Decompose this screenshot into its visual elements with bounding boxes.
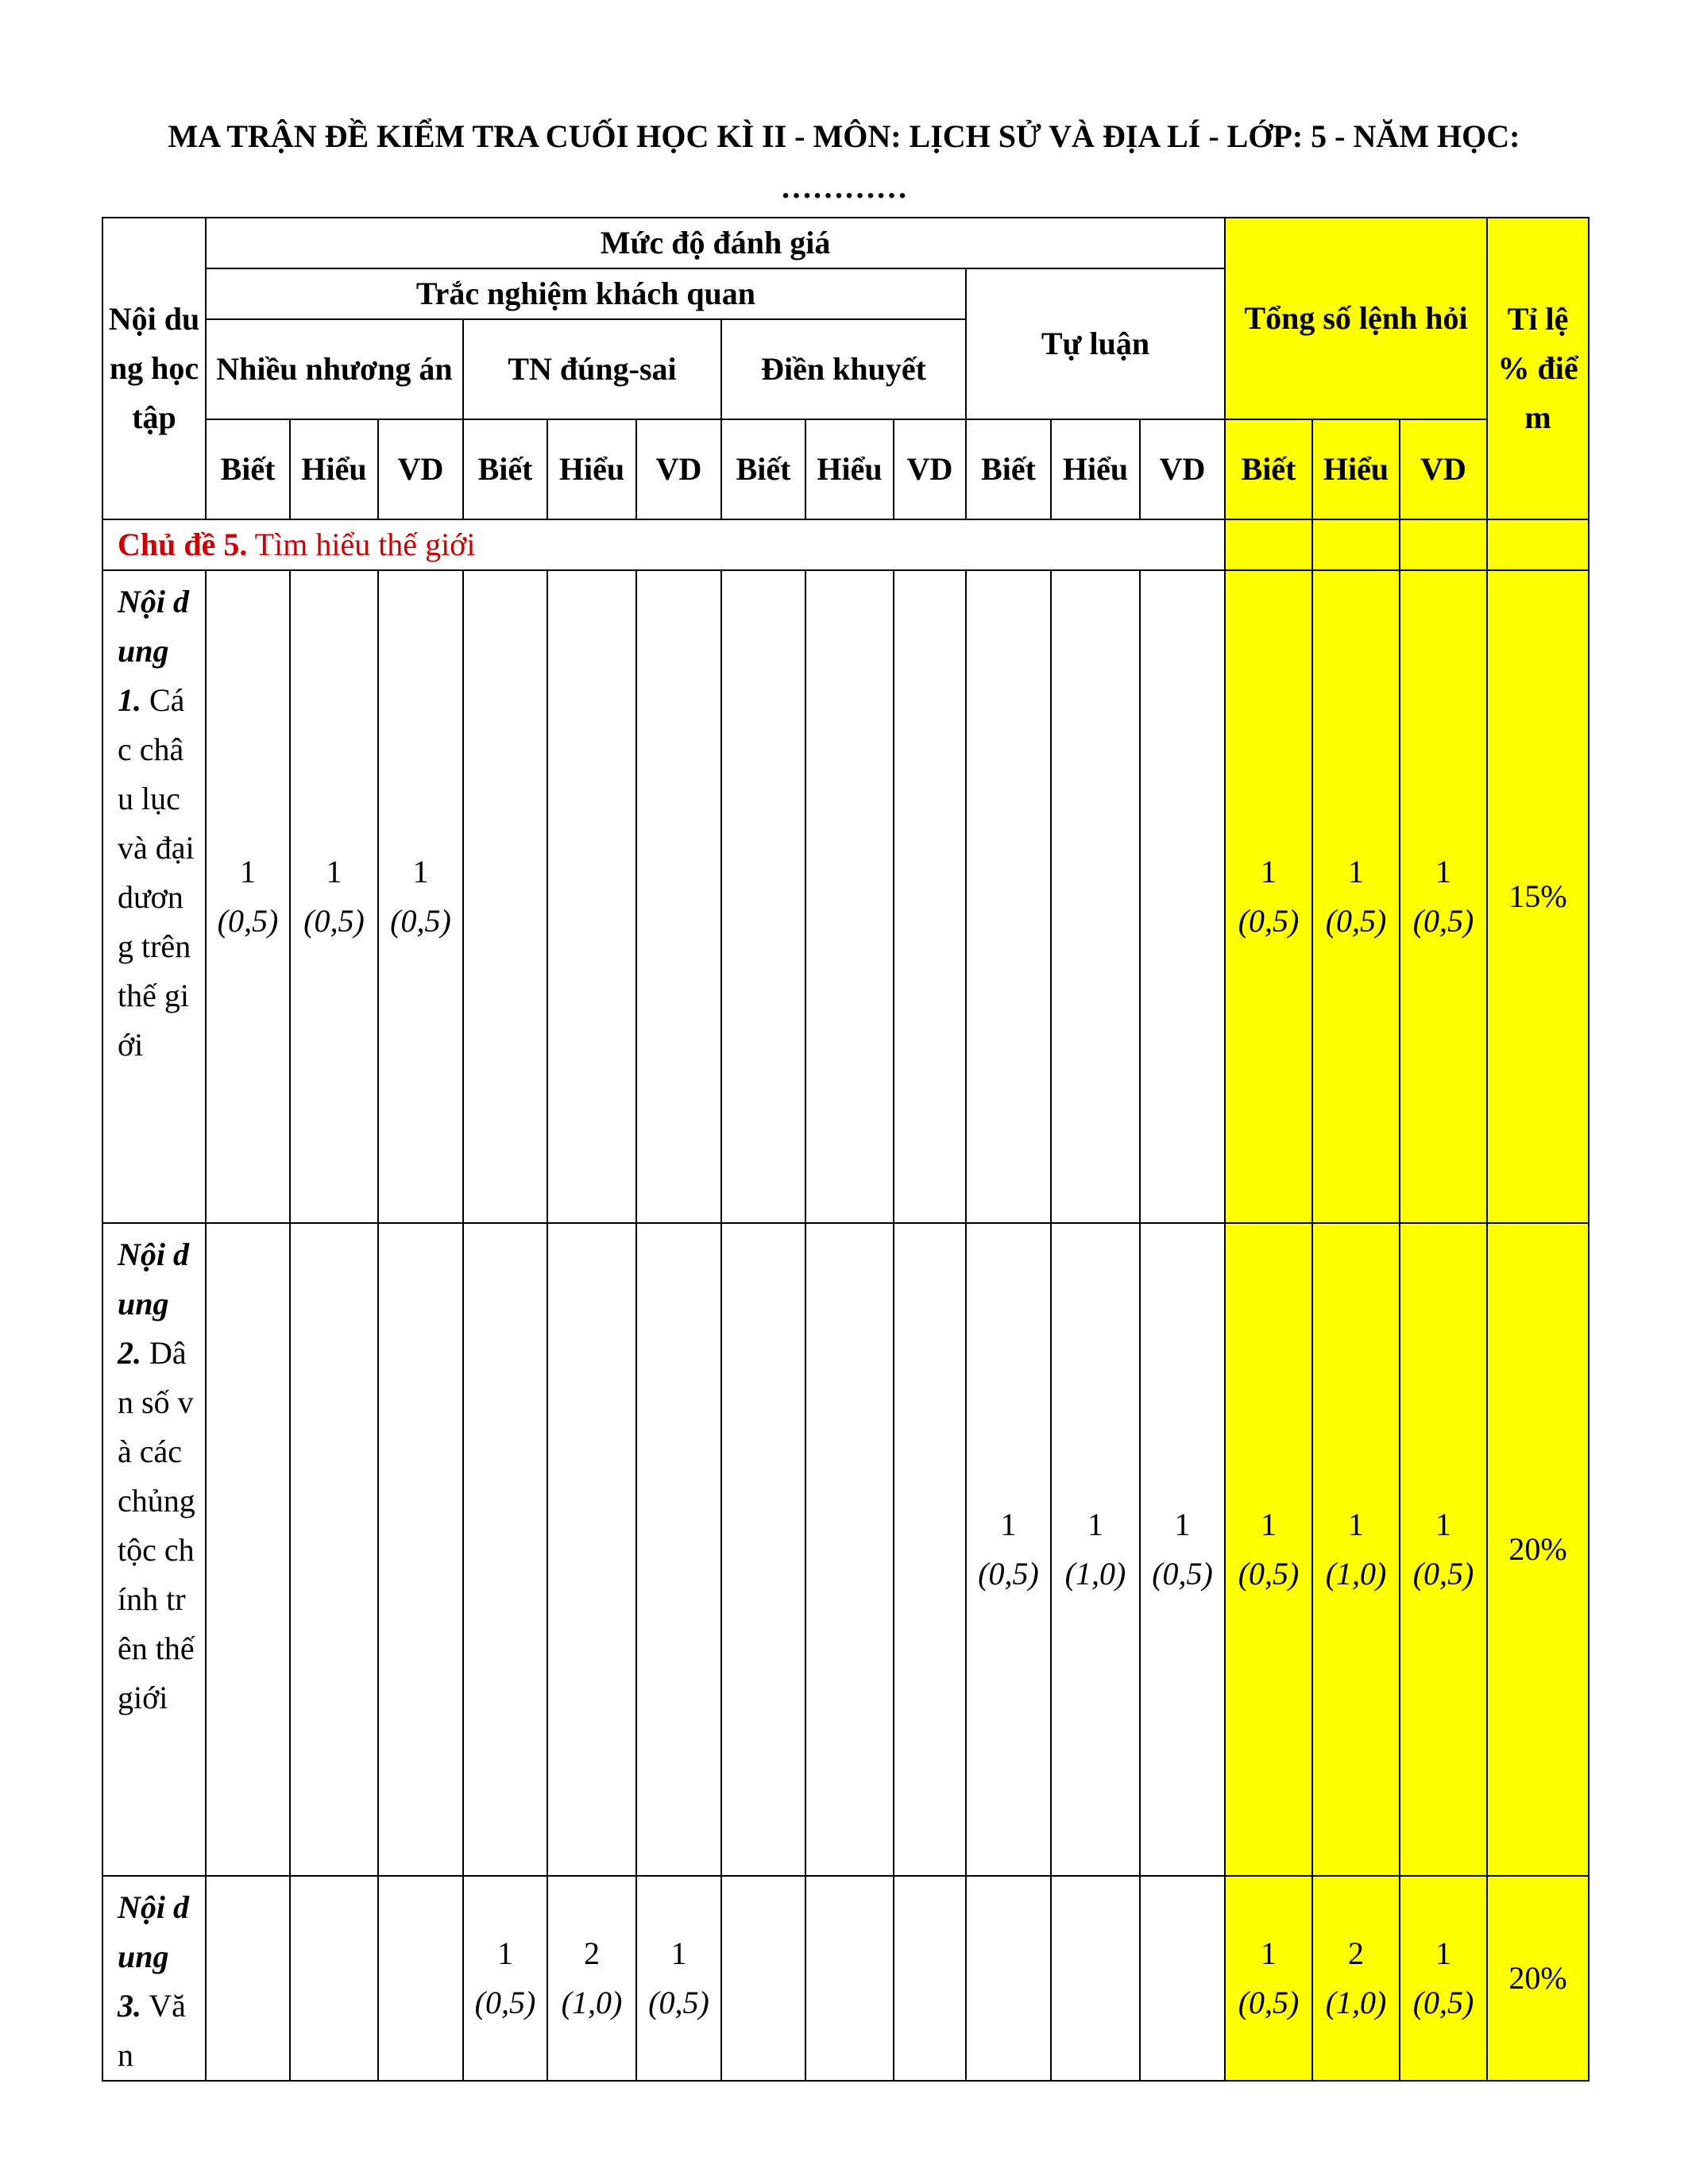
empty-cell [290, 1223, 378, 1876]
question-count: 1 [1087, 1507, 1103, 1542]
question-count: 1 [1348, 1507, 1365, 1542]
total-cell [1225, 570, 1312, 1223]
noi-dung-desc: Văn [118, 1988, 186, 2073]
ratio-cell: 20% [1487, 1876, 1589, 2081]
point-value: (0,5) [648, 1985, 709, 2020]
col-total-hieu: Hiểu [1312, 419, 1400, 519]
assessment-matrix [102, 217, 1590, 2082]
col-vd: VD [894, 419, 966, 519]
point-value: (0,5) [1238, 1985, 1300, 2020]
col-total-vd: VD [1400, 419, 1487, 519]
col-biet: Biết [206, 419, 290, 519]
total-cell [1225, 1876, 1312, 2081]
chu-de-cell [102, 519, 1225, 570]
chu-de-empty [1225, 519, 1312, 570]
empty-cell [463, 1223, 547, 1876]
empty-cell [1140, 570, 1225, 1223]
empty-cell [547, 570, 636, 1223]
point-value: (1,0) [1325, 1556, 1387, 1592]
empty-cell [894, 1223, 966, 1876]
question-count: 1 [1435, 1507, 1452, 1542]
empty-cell [290, 1876, 378, 2081]
value-cell [547, 1876, 636, 2081]
value-cell [463, 1876, 547, 2081]
total-cell [1400, 1223, 1487, 1876]
empty-cell [206, 1876, 290, 2081]
col-biet: Biết [463, 419, 547, 519]
value-cell [378, 570, 463, 1223]
header-ti-le: Tỉ lệ % điểm [1487, 218, 1589, 519]
chu-de-empty [1400, 519, 1487, 570]
header-noi-dung: Nội dung học tập [102, 218, 206, 519]
question-count: 1 [670, 1935, 687, 1971]
header-tu-luan: Tự luận [966, 268, 1225, 419]
question-count: 1 [497, 1935, 513, 1971]
total-cell [1225, 1223, 1312, 1876]
question-count: 1 [240, 854, 256, 889]
point-value: (1,0) [561, 1985, 623, 2020]
ratio-cell: 15% [1487, 570, 1589, 1223]
point-value: (1,0) [1064, 1556, 1126, 1592]
noi-dung-cell [102, 1876, 206, 2081]
empty-cell [378, 1223, 463, 1876]
header-dung-sai: TN đúng-sai [463, 319, 721, 419]
total-cell [1312, 570, 1400, 1223]
chu-de-row [102, 519, 1589, 570]
point-value: (0,5) [303, 903, 365, 939]
empty-cell [966, 1876, 1051, 2081]
empty-cell [966, 570, 1051, 1223]
value-cell [1051, 1223, 1140, 1876]
chu-de-text: Tìm hiểu thế giới [247, 527, 476, 562]
table-row [102, 1223, 1589, 1876]
col-total-biet: Biết [1225, 419, 1312, 519]
empty-cell [463, 570, 547, 1223]
question-count: 1 [1261, 1935, 1277, 1971]
chu-de-label: Chủ đề 5. [118, 527, 248, 562]
empty-cell [1051, 570, 1140, 1223]
header-nhieu-phuong-an: Nhiều nhương án [206, 319, 463, 419]
col-vd: VD [636, 419, 721, 519]
question-count: 1 [1261, 1507, 1277, 1542]
col-hieu: Hiểu [547, 419, 636, 519]
question-count: 1 [1000, 1507, 1017, 1542]
empty-cell [1140, 1876, 1225, 2081]
total-cell [1400, 570, 1487, 1223]
point-value: (1,0) [1325, 1985, 1387, 2020]
noi-dung-heading: Nội dung 2. [118, 1237, 189, 1371]
header-muc-do: Mức độ đánh giá [206, 218, 1225, 268]
chu-de-empty [1487, 519, 1589, 570]
header-tong-so: Tổng số lệnh hỏi [1225, 218, 1487, 419]
empty-cell [805, 1876, 894, 2081]
header-trac-nghiem: Trắc nghiệm khách quan [206, 268, 966, 319]
noi-dung-cell [102, 1223, 206, 1876]
matrix-table [102, 217, 1590, 2082]
empty-cell [636, 1223, 721, 1876]
noi-dung-heading: Nội dung 3. [118, 1889, 189, 2024]
empty-cell [805, 570, 894, 1223]
empty-cell [547, 1223, 636, 1876]
point-value: (0,5) [978, 1556, 1039, 1592]
point-value: (0,5) [1412, 1985, 1474, 2020]
value-cell [1140, 1223, 1225, 1876]
point-value: (0,5) [1412, 903, 1474, 939]
noi-dung-desc: Dân số và các chủng tộc chính trên thế giới [118, 1335, 195, 1715]
point-value: (0,5) [474, 1985, 536, 2020]
question-count: 1 [326, 854, 342, 889]
empty-cell [636, 570, 721, 1223]
total-cell [1312, 1876, 1400, 2081]
point-value: (0,5) [1152, 1556, 1213, 1592]
noi-dung-desc: Các châu lục và đại dương trên thế giới [118, 682, 195, 1063]
table-row [102, 570, 1589, 1223]
question-count: 2 [1348, 1935, 1365, 1971]
empty-cell [378, 1876, 463, 2081]
empty-cell [805, 1223, 894, 1876]
question-count: 1 [1435, 1935, 1452, 1971]
table-row [102, 1876, 1589, 2081]
col-hieu: Hiểu [805, 419, 894, 519]
header-dien-khuyet: Điền khuyết [721, 319, 966, 419]
empty-cell [1051, 1876, 1140, 2081]
point-value: (0,5) [1412, 1556, 1474, 1592]
empty-cell [721, 1223, 805, 1876]
total-cell [1400, 1876, 1487, 2081]
empty-cell [894, 1876, 966, 2081]
empty-cell [721, 570, 805, 1223]
point-value: (0,5) [1325, 903, 1387, 939]
page-title: MA TRẬN ĐỀ KIỂM TRA CUỐI HỌC KÌ II - MÔN: LỊCH SỬ VÀ ĐỊA LÍ - LỚP: 5 - NĂM HỌC: ………… [168, 118, 1520, 205]
chu-de-empty [1312, 519, 1400, 570]
noi-dung-cell [102, 570, 206, 1223]
point-value: (0,5) [1238, 1556, 1300, 1592]
empty-cell [894, 570, 966, 1223]
value-cell [966, 1223, 1051, 1876]
question-count: 1 [1435, 854, 1452, 889]
point-value: (0,5) [217, 903, 279, 939]
question-count: 1 [1348, 854, 1365, 889]
point-value: (0,5) [1238, 903, 1300, 939]
empty-cell [206, 1223, 290, 1876]
question-count: 1 [1174, 1507, 1191, 1542]
question-count: 2 [584, 1935, 600, 1971]
ratio-cell: 20% [1487, 1223, 1589, 1876]
col-hieu: Hiểu [290, 419, 378, 519]
question-count: 1 [1261, 854, 1277, 889]
col-hieu: Hiểu [1051, 419, 1140, 519]
value-cell [206, 570, 290, 1223]
value-cell [636, 1876, 721, 2081]
point-value: (0,5) [390, 903, 451, 939]
noi-dung-heading: Nội dung 1. [118, 584, 189, 718]
total-cell [1312, 1223, 1400, 1876]
question-count: 1 [412, 854, 429, 889]
col-vd: VD [378, 419, 463, 519]
value-cell [290, 570, 378, 1223]
col-biet: Biết [721, 419, 805, 519]
col-biet: Biết [966, 419, 1051, 519]
empty-cell [721, 1876, 805, 2081]
col-vd: VD [1140, 419, 1225, 519]
